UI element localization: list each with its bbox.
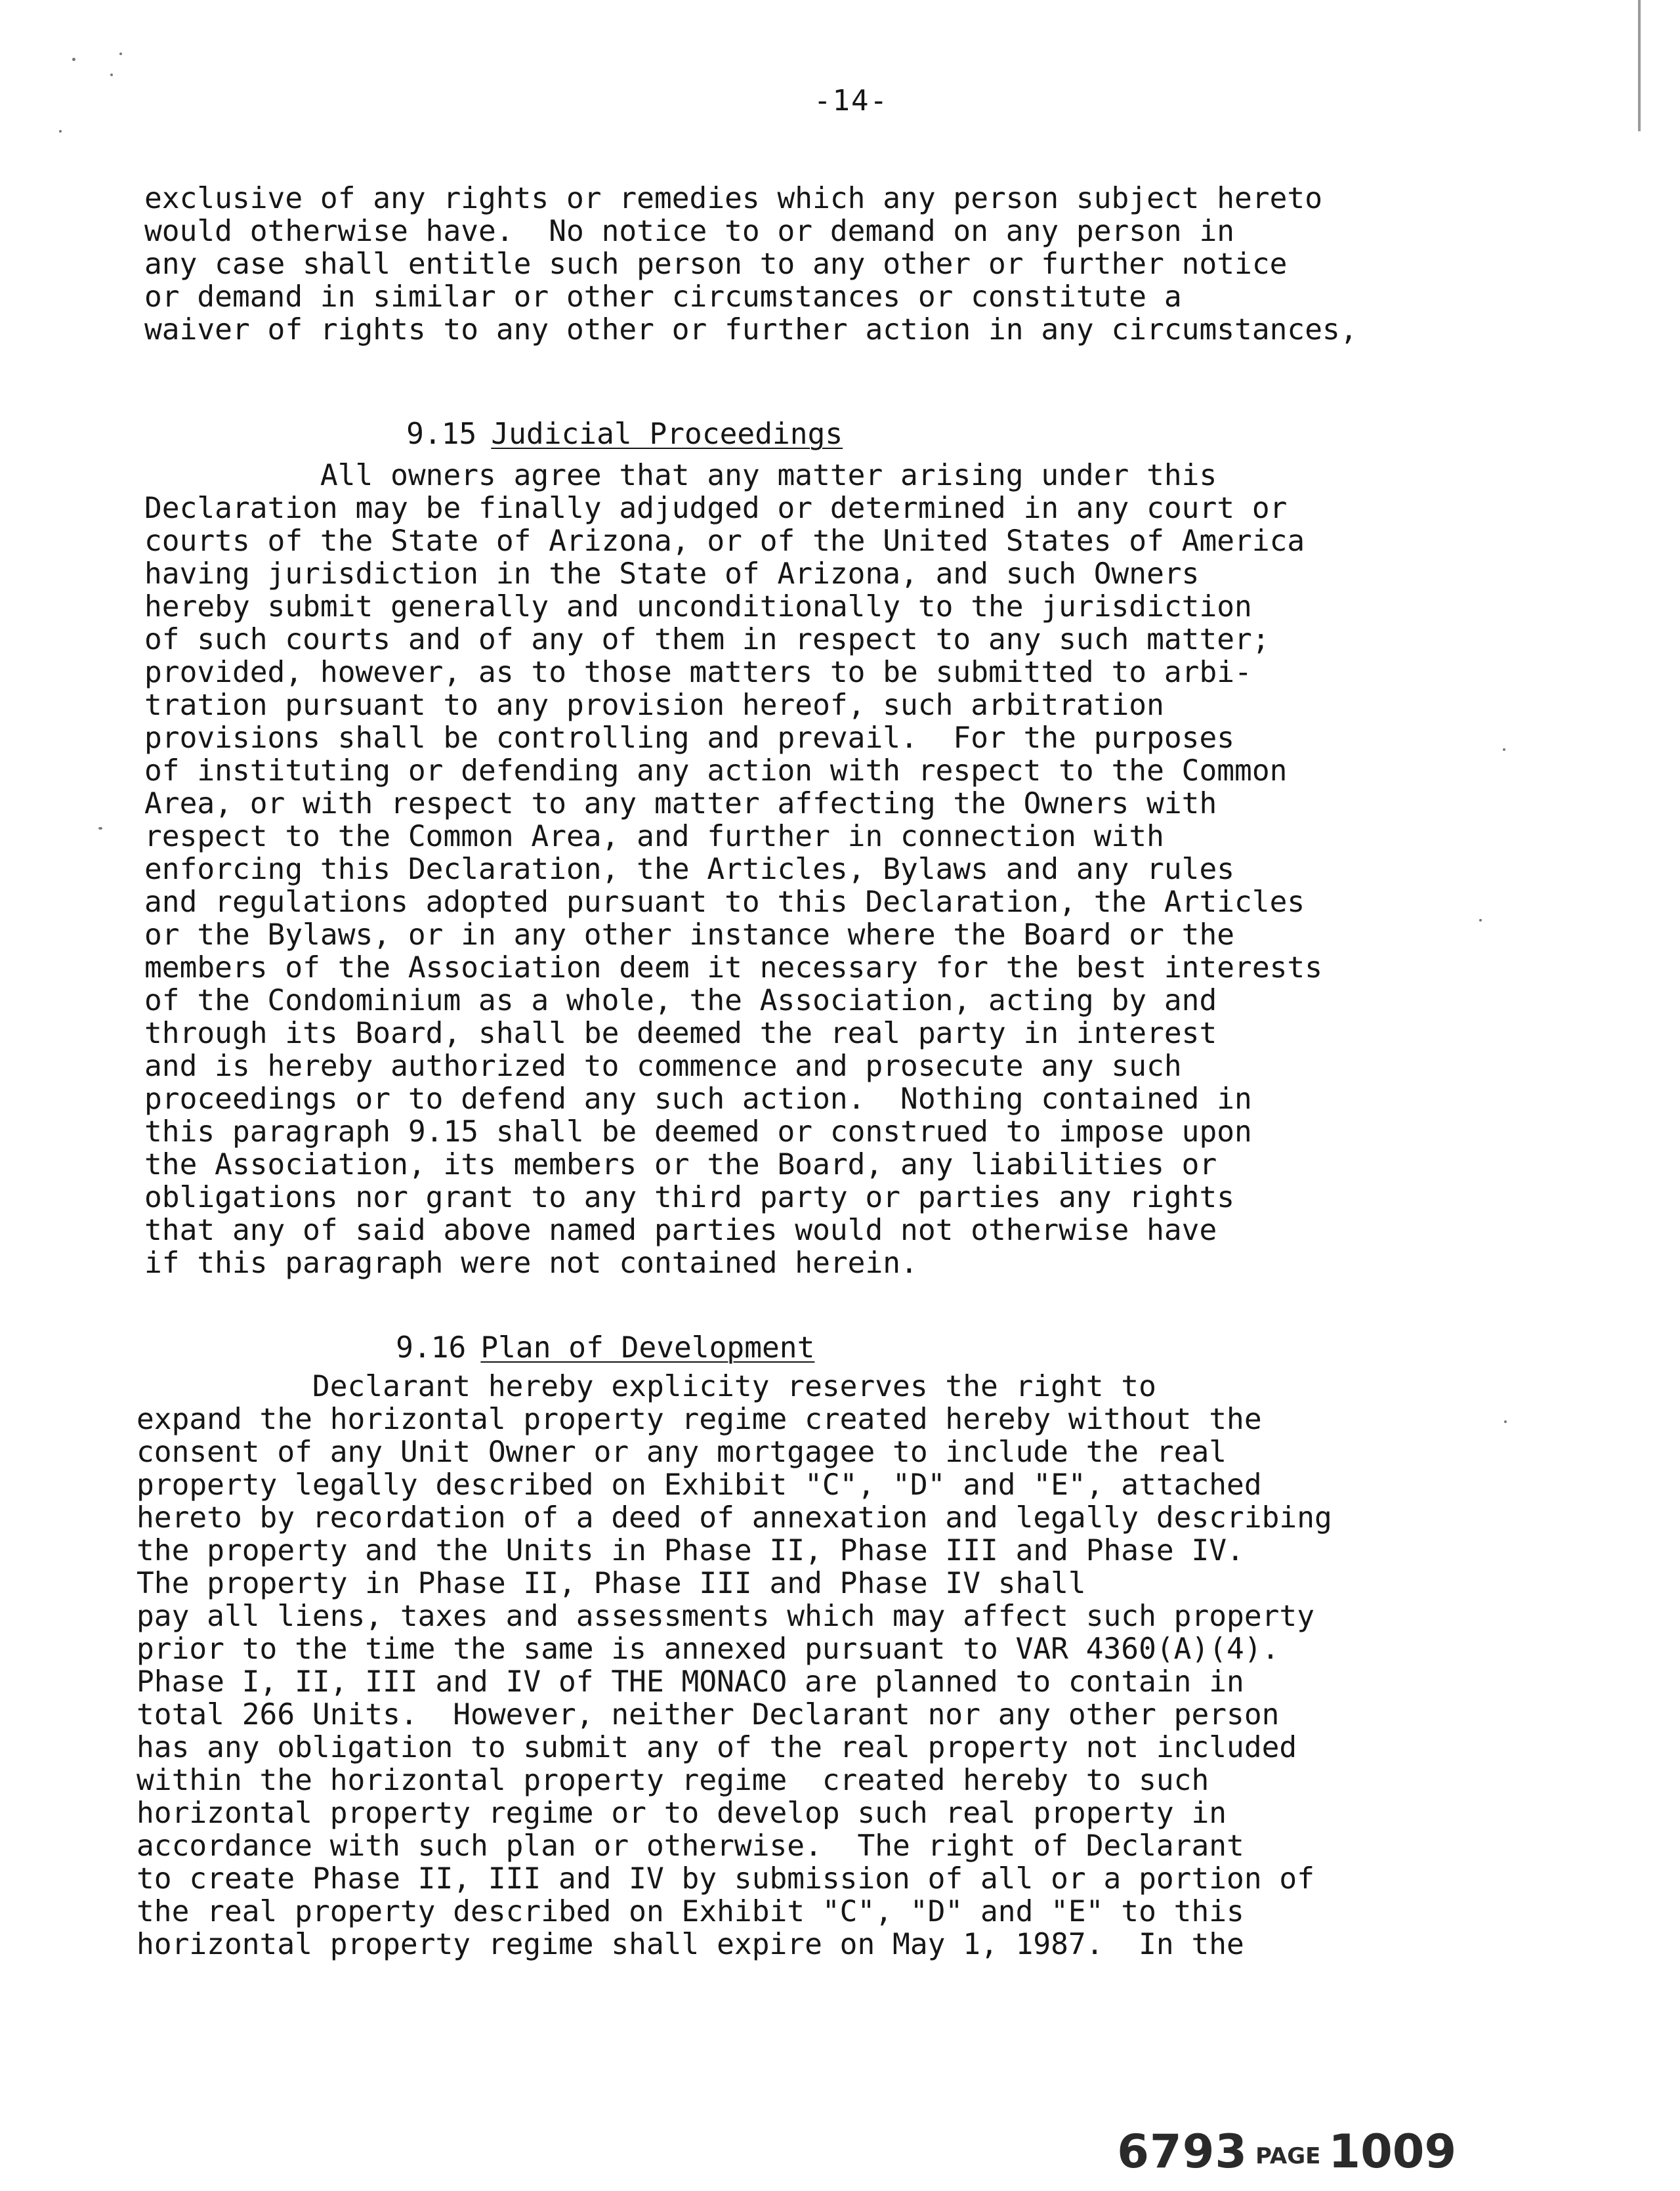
recording-page-label: PAGE [1255, 2143, 1321, 2169]
section-body-9-16 [136, 1371, 1534, 1961]
text-line: of instituting or defending any action with respect to the Common [144, 754, 1288, 788]
scan-speck [98, 827, 102, 830]
text-line: the real property described on Exhibit "C", "D" and "E" to this [136, 1895, 1244, 1928]
section-title: Plan of Development [480, 1331, 815, 1365]
text-line: within the horizontal property regime created hereby to such [136, 1764, 1209, 1797]
text-line: courts of the State of Arizona, or of the United States of America [144, 524, 1305, 558]
text-line: that any of said above named parties would not otherwise have [144, 1214, 1217, 1247]
text-line: hereto by recordation of a deed of annexation and legally describing [136, 1501, 1332, 1535]
text-line: through its Board, shall be deemed the real party in interest [144, 1017, 1217, 1050]
scan-edge-rule [1638, 0, 1641, 131]
page-number: -14- [814, 84, 889, 117]
text-line: Area, or with respect to any matter affecting the Owners with [144, 787, 1217, 820]
text-line: enforcing this Declaration, the Articles, Bylaws and any rules [144, 853, 1235, 886]
text-line: obligations nor grant to any third party or parties any rights [144, 1181, 1235, 1214]
scan-speck [119, 53, 122, 55]
text-line: tration pursuant to any provision hereof, such arbitration [144, 689, 1164, 722]
text-line: to create Phase II, III and IV by submission of all or a portion of [136, 1862, 1315, 1896]
text-line: pay all liens, taxes and assessments which may affect such property [136, 1600, 1315, 1633]
text-line: property legally described on Exhibit "C", "D" and "E", attached [136, 1468, 1262, 1502]
text-line: of the Condominium as a whole, the Association, acting by and [144, 984, 1217, 1017]
text-line: consent of any Unit Owner or any mortgagee to include the real [136, 1436, 1227, 1469]
text-line: of such courts and of any of them in respect to any such matter; [144, 623, 1270, 656]
text-line: All owners agree that any matter arising under this [144, 459, 1217, 492]
text-line: the property and the Units in Phase II, Phase III and Phase IV. [136, 1534, 1244, 1567]
text-line: if this paragraph were not contained herein. [144, 1246, 918, 1280]
recording-page-number: 1009 [1328, 2125, 1457, 2179]
text-line: Declaration may be finally adjudged or determined in any court or [144, 492, 1288, 525]
recording-book-number: 6793 [1117, 2125, 1248, 2179]
text-line: horizontal property regime or to develop such real property in [136, 1797, 1227, 1830]
section-number: 9.15 [406, 417, 477, 451]
section-body-9-15 [144, 459, 1542, 1280]
text-line: respect to the Common Area, and further in connection with [144, 820, 1164, 853]
recording-stamp [1102, 2112, 1456, 2191]
text-line: and regulations adopted pursuant to this Declaration, the Articles [144, 885, 1305, 919]
text-line: having jurisdiction in the State of Arizona, and such Owners [144, 557, 1200, 591]
text-line: or the Bylaws, or in any other instance where the Board or the [144, 918, 1235, 952]
continued-paragraph [144, 182, 1542, 347]
text-line: proceedings or to defend any such action. Nothing contained in [144, 1082, 1252, 1116]
text-line: would otherwise have. No notice to or demand on any person in [144, 215, 1235, 248]
text-line: Phase I, II, III and IV of THE MONACO are planned to contain in [136, 1665, 1244, 1699]
text-line: total 266 Units. However, neither Declarant nor any other person [136, 1698, 1280, 1732]
scan-speck [59, 130, 62, 133]
text-line: prior to the time the same is annexed pursuant to VAR 4360(A)(4). [136, 1632, 1280, 1666]
text-line: hereby submit generally and unconditionally to the jurisdiction [144, 590, 1252, 624]
scan-speck [110, 74, 113, 76]
text-line: this paragraph 9.15 shall be deemed or construed to impose upon [144, 1115, 1252, 1149]
text-line: Declarant hereby explicity reserves the right to [136, 1370, 1156, 1403]
text-line: exclusive of any rights or remedies which any person subject hereto [144, 182, 1323, 215]
text-line: accordance with such plan or otherwise. The right of Declarant [136, 1829, 1244, 1863]
text-line: waiver of rights to any other or further action in any circumstances, [144, 313, 1358, 347]
text-line: provisions shall be controlling and prevail. For the purposes [144, 721, 1235, 755]
text-line: members of the Association deem it necessary for the best interests [144, 951, 1323, 985]
scan-speck [72, 58, 75, 61]
section-title: Judicial Proceedings [491, 417, 843, 451]
text-line: provided, however, as to those matters to be submitted to arbi- [144, 656, 1252, 689]
text-line: has any obligation to submit any of the real property not included [136, 1731, 1297, 1764]
text-line: and is hereby authorized to commence and prosecute any such [144, 1050, 1182, 1083]
text-line: horizontal property regime shall expire on May 1, 1987. In the [136, 1928, 1244, 1961]
text-line: or demand in similar or other circumstances or constitute a [144, 280, 1182, 314]
text-line: The property in Phase II, Phase III and Phase IV shall [136, 1567, 1086, 1600]
section-number: 9.16 [396, 1331, 467, 1365]
text-line: expand the horizontal property regime created hereby without the [136, 1403, 1262, 1436]
text-line: the Association, its members or the Board, any liabilities or [144, 1148, 1217, 1181]
text-line: any case shall entitle such person to any other or further notice [144, 247, 1288, 281]
